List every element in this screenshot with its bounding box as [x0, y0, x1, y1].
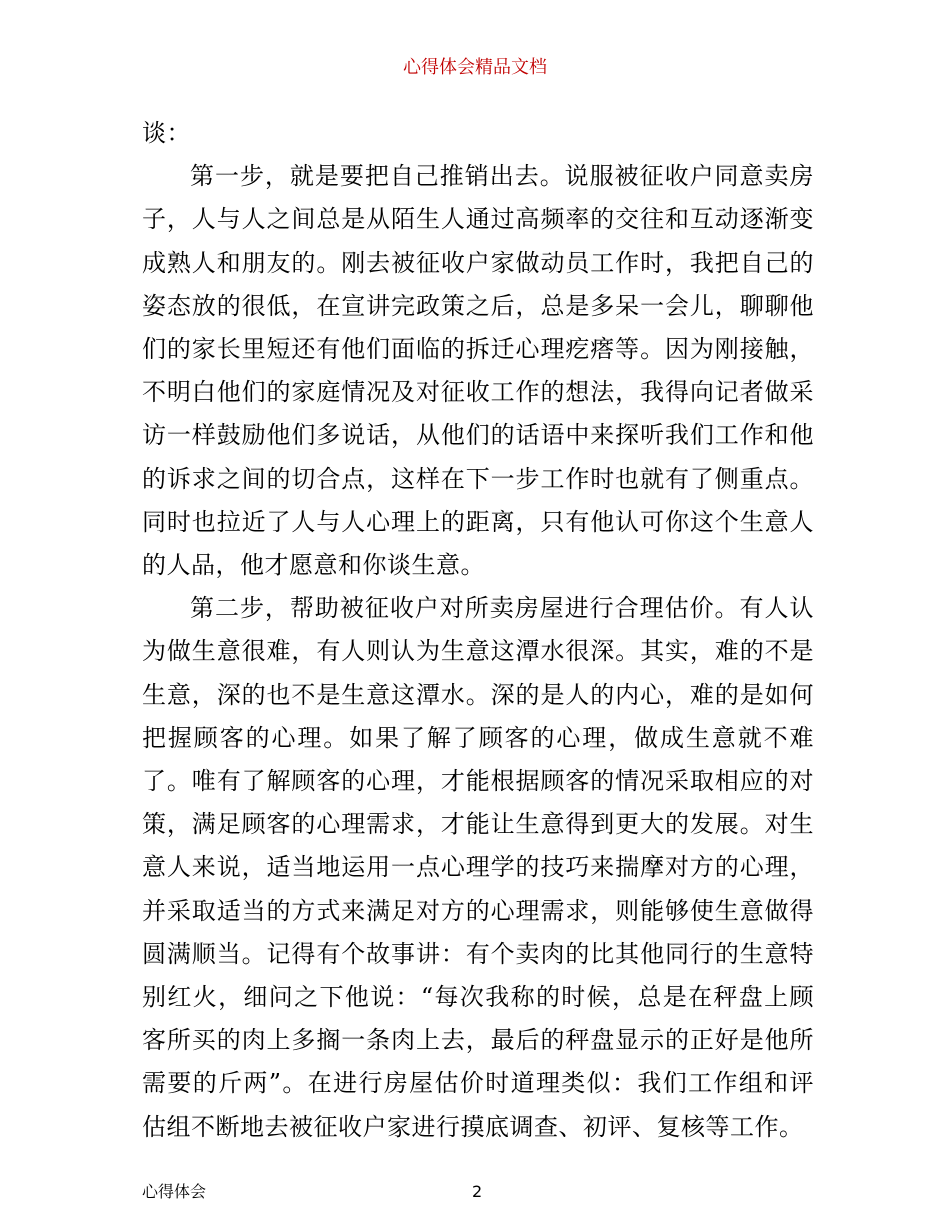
footer-label: 心得体会	[142, 1182, 207, 1201]
paragraph-step-one: 第一步，就是要把自己推销出去。说服被征收户同意卖房子，人与人之间总是从陌生人通过高频率的交往和互动逐渐变成熟人和朋友的。刚去被征收户家做动员工作时，我把自己的姿态放的很低，在宣讲完政策之后，总是多呆一会儿，聊聊他们的家长里短还有他们面临的拆迁心理疙瘩等。因为刚接触，不明白他们的家庭情况及对征收工作的想法，我得向记者做采访一样鼓励他们多说话，从他们的话语中来探听我们工作和他的诉求之间的切合点，这样在下一步工作时也就有了侧重点。同时也拉近了人与人心理上的距离，只有他认可你这个生意人的人品，他才愿意和你谈生意。	[142, 162, 814, 580]
document-body	[142, 112, 814, 1149]
page-header: 心得体会精品文档	[403, 57, 547, 78]
page-number: 2	[472, 1182, 483, 1201]
page-footer	[142, 1182, 814, 1206]
paragraph-step-two: 第二步，帮助被征收户对所卖房屋进行合理估价。有人认为做生意很难，有人则认为生意这潭水很深。其实，难的不是生意，深的也不是生意这潭水。深的是人的内心，难的是如何把握顾客的心理。如果了解了顾客的心理，做成生意就不难了。唯有了解顾客的心理，才能根据顾客的情况采取相应的对策，满足顾客的心理需求，才能让生意得到更大的发展。对生意人来说，适当地运用一点心理学的技巧来揣摩对方的心理，并采取适当的方式来满足对方的心理需求，则能够使生意做得圆满顺当。记得有个故事讲：有个卖肉的比其他同行的生意特别红火，细问之下他说：“每次我称的时候，总是在秤盘上顾客所买的肉上多搁一条肉上去，最后的秤盘显示的正好是他所需要的斤两”。在进行房屋估价时道理类似：我们工作组和评估组不断地去被征收户家进行摸底调查、初评、复核等工作。	[142, 594, 814, 1141]
paragraph-continuation: 谈：	[142, 119, 191, 147]
